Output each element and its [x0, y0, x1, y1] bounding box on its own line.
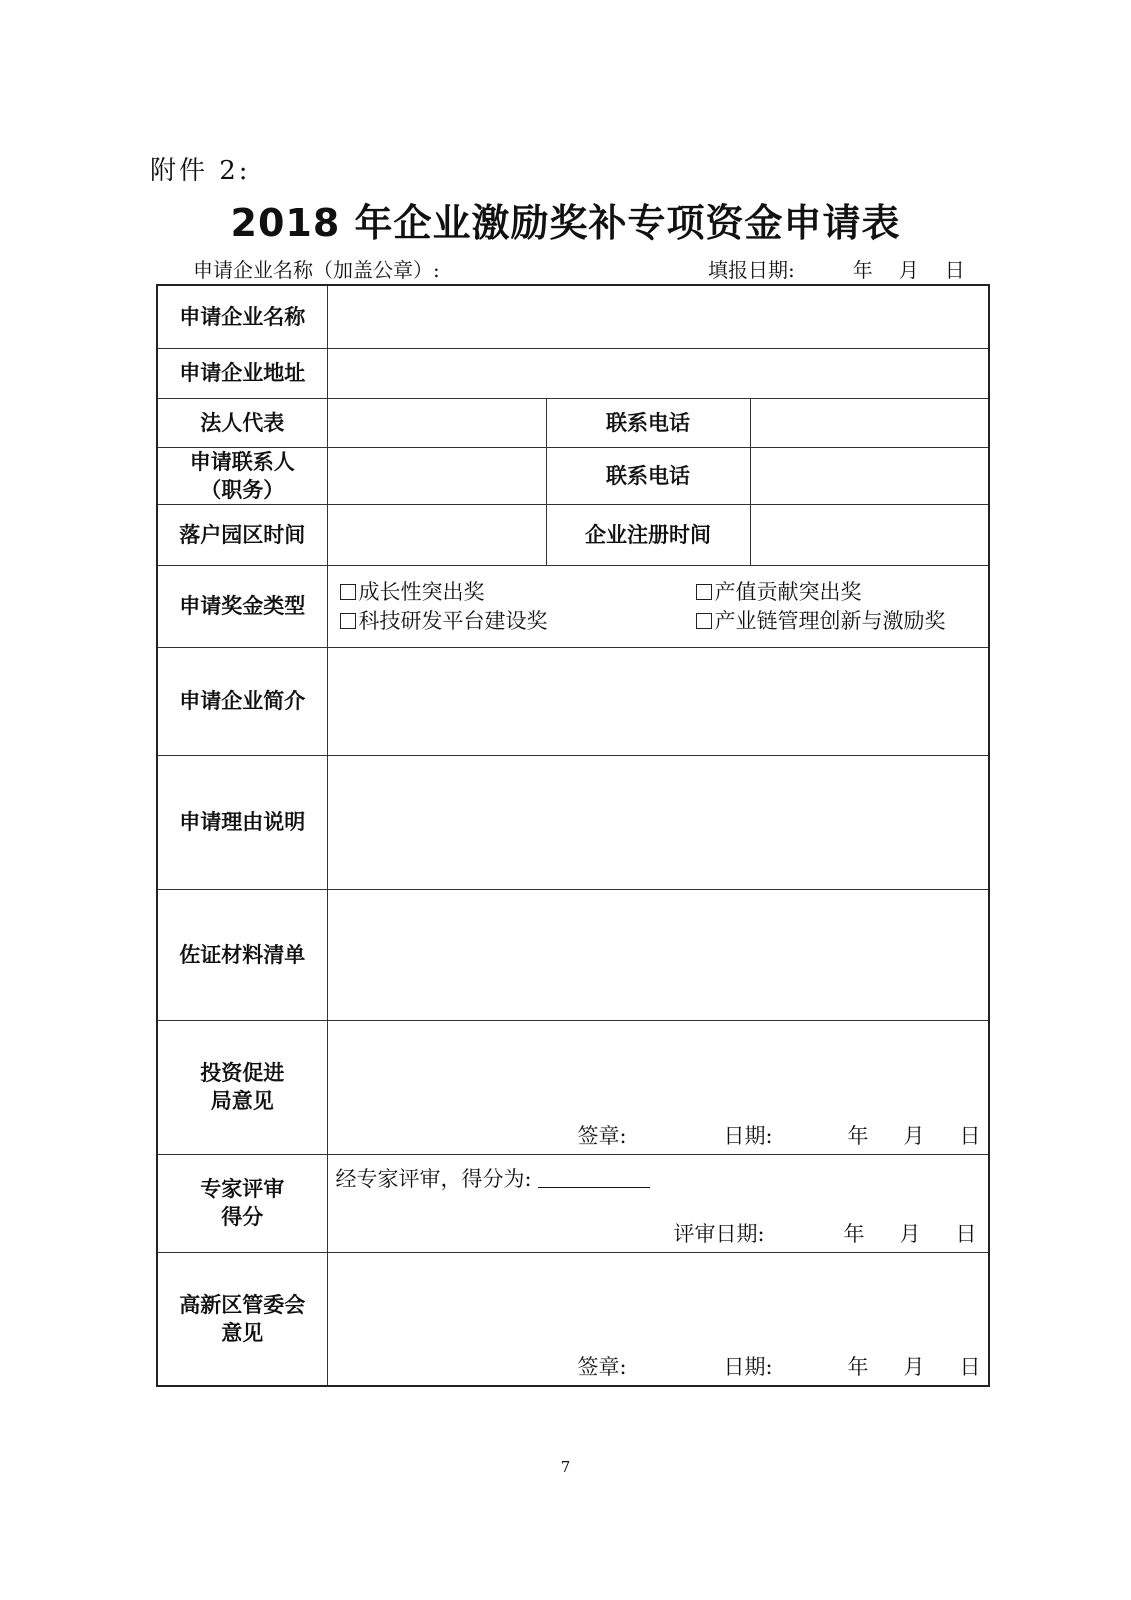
row-reason: [157, 755, 989, 889]
date-day: 日: [959, 1355, 981, 1379]
field-company-name[interactable]: [327, 285, 989, 348]
review-date-month: 月: [899, 1221, 921, 1246]
label-company-address: 申请企业地址: [157, 348, 327, 398]
row-contact-person: [157, 447, 989, 504]
label-award-type: 申请奖金类型: [157, 565, 327, 647]
expert-review-date-line: [328, 1218, 989, 1246]
fill-date-month: 月: [898, 258, 919, 282]
field-phone-1[interactable]: [750, 398, 989, 447]
award-option-rnd-platform[interactable]: 科技研发平台建设奖: [340, 607, 548, 635]
attachment-label: 附件 2:: [150, 156, 251, 186]
invest-bureau-signature-line: [328, 1120, 989, 1148]
label-materials: 佐证材料清单: [157, 889, 327, 1020]
fill-date-year: 年: [852, 258, 873, 282]
row-invest-bureau: [157, 1020, 989, 1154]
field-invest-bureau[interactable]: [327, 1020, 989, 1154]
label-company-intro: 申请企业简介: [157, 647, 327, 755]
page-title: 2018 年企业激励奖补专项资金申请表: [230, 201, 901, 245]
row-committee: [157, 1252, 989, 1386]
field-settle-time[interactable]: [327, 504, 546, 565]
field-phone-2[interactable]: [750, 447, 989, 504]
review-date-day: 日: [955, 1221, 977, 1246]
review-date-year: 年: [843, 1221, 865, 1246]
date-label: 日期:: [723, 1123, 773, 1148]
field-register-time[interactable]: [750, 504, 989, 565]
checkbox-icon[interactable]: [696, 584, 712, 600]
fill-date-day: 日: [944, 258, 965, 282]
fill-date: [708, 254, 965, 283]
label-register-time: 企业注册时间: [546, 504, 750, 565]
award-option-chain-innovation[interactable]: 产业链管理创新与激励奖: [696, 607, 946, 635]
label-settle-time: 落户园区时间: [157, 504, 327, 565]
date-day: 日: [959, 1123, 981, 1148]
applicant-seal-label: 申请企业名称（加盖公章）:: [193, 258, 440, 282]
committee-signature-line: [328, 1351, 989, 1379]
label-phone-1: 联系电话: [546, 398, 750, 447]
date-year: 年: [847, 1355, 869, 1379]
field-expert-score[interactable]: [327, 1154, 989, 1252]
row-expert-score: [157, 1154, 989, 1252]
award-options-cell: [327, 565, 989, 647]
score-blank[interactable]: [538, 1167, 650, 1188]
expert-score-line: 经专家评审，得分为:: [336, 1163, 650, 1193]
row-company-intro: [157, 647, 989, 755]
fill-date-label: 填报日期:: [708, 258, 795, 282]
date-label: 日期:: [723, 1355, 773, 1379]
label-expert-score: 专家评审得分: [157, 1154, 327, 1252]
field-contact-person[interactable]: [327, 447, 546, 504]
field-reason[interactable]: [327, 755, 989, 889]
label-legal-rep: 法人代表: [157, 398, 327, 447]
checkbox-icon[interactable]: [696, 613, 712, 629]
label-contact-person: 申请联系人（职务）: [157, 447, 327, 504]
row-materials: [157, 889, 989, 1020]
label-company-name: 申请企业名称: [157, 285, 327, 348]
date-month: 月: [903, 1355, 925, 1379]
label-reason: 申请理由说明: [157, 755, 327, 889]
checkbox-icon[interactable]: [340, 584, 356, 600]
page-number: 7: [560, 1458, 571, 1476]
row-legal-rep: [157, 398, 989, 447]
date-month: 月: [903, 1123, 925, 1148]
field-materials[interactable]: [327, 889, 989, 1020]
label-phone-2: 联系电话: [546, 447, 750, 504]
field-legal-rep[interactable]: [327, 398, 546, 447]
row-times: [157, 504, 989, 565]
seal-label: 签章:: [577, 1123, 627, 1148]
label-invest-bureau: 投资促进局意见: [157, 1020, 327, 1154]
row-company-name: [157, 285, 989, 348]
label-committee: 高新区管委会意见: [157, 1252, 327, 1386]
checkbox-icon[interactable]: [340, 613, 356, 629]
award-option-output[interactable]: 产值贡献突出奖: [696, 578, 862, 606]
row-award-type: [157, 565, 989, 647]
seal-label: 签章:: [577, 1355, 627, 1379]
date-year: 年: [847, 1123, 869, 1148]
field-company-address[interactable]: [327, 348, 989, 398]
field-company-intro[interactable]: [327, 647, 989, 755]
review-date-label: 评审日期:: [673, 1221, 765, 1246]
award-option-growth[interactable]: 成长性突出奖: [340, 578, 485, 606]
field-committee[interactable]: [327, 1252, 989, 1386]
application-form-table: [156, 284, 990, 1387]
row-company-address: [157, 348, 989, 398]
